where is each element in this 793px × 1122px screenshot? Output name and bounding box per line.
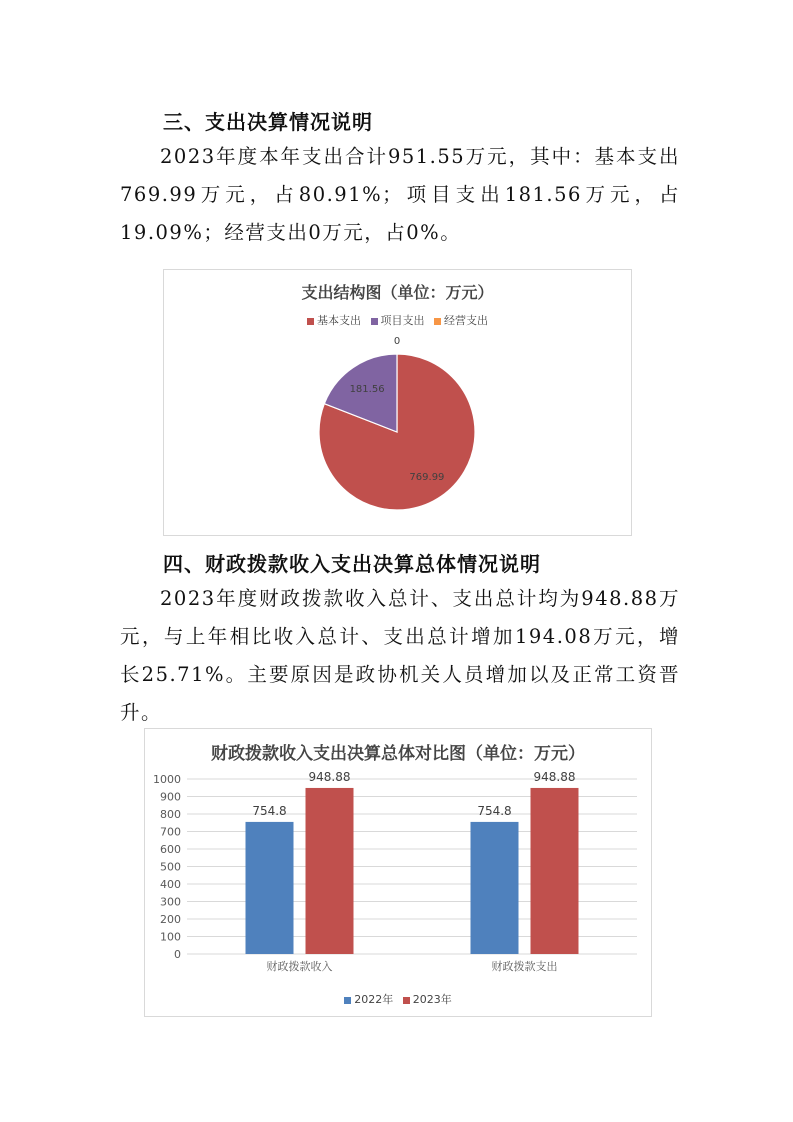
bar-chart-title: 财政拨款收入支出决算总体对比图（单位：万元） [211,744,585,764]
pie-chart-title: 支出结构图（单位：万元） [301,283,494,302]
pie-legend-label: 基本支出 [317,314,361,327]
y-tick-label: 600 [160,843,181,856]
bar-2023 [306,788,354,954]
bar-legend-label: 2023年 [412,993,452,1006]
section-4-paragraph: 2023年度财政拨款收入总计、支出总计均为948.88万元，与上年相比收入总计、支出总计增加194.08万元，增长25.71%。主要原因是政协机关人员增加以及正常工资晋升。 [120,587,680,724]
expenditure-pie-chart [163,269,632,536]
x-category-label: 财政拨款支出 [491,960,558,973]
legend-swatch [403,997,410,1004]
bar-legend-label: 2022年 [354,993,394,1006]
bar-legend [145,991,651,1007]
pie-legend-label: 项目支出 [380,314,425,327]
bar-chart-plot [145,729,651,1016]
bar-2022 [246,822,294,954]
y-tick-label: 0 [174,948,181,961]
bar-data-label: 754.8 [252,803,287,818]
fiscal-comparison-bar-chart [144,728,652,1017]
bar-data-label: 754.8 [477,803,512,818]
y-tick-label: 300 [160,895,181,909]
section-3-heading: 三、支出决算情况说明 [163,110,373,134]
bar-data-label: 948.88 [308,769,351,784]
legend-swatch [344,997,351,1004]
y-tick-label: 400 [160,878,181,891]
pie-data-label: 0 [393,336,401,347]
section-3-paragraph: 2023年度本年支出合计951.55万元，其中：基本支出769.99万元，占80.91%；项目支出181.56万元，占19.09%；经营支出0万元，占0%。 [120,145,680,244]
y-tick-label: 200 [160,913,181,926]
bar-legend-item [344,991,393,1007]
y-tick-label: 500 [160,860,181,874]
section-4-heading: 四、财政拨款收入支出决算总体情况说明 [163,552,541,576]
y-tick-label: 900 [160,790,181,804]
pie-data-label: 181.56 [349,384,385,396]
y-tick-label: 700 [160,825,181,839]
y-tick-label: 800 [160,808,181,821]
pie-legend-label: 经营支出 [444,314,488,327]
pie-chart-plot [164,270,631,535]
bar-data-label: 948.88 [533,769,576,784]
pie-data-label: 769.99 [409,471,445,483]
bar-2022 [471,822,519,954]
x-category-label: 财政拨款收入 [266,960,333,973]
y-tick-label: 1000 [153,773,181,786]
bar-legend-item [403,991,452,1007]
bar-2023 [531,788,579,954]
y-tick-label: 100 [160,930,181,944]
